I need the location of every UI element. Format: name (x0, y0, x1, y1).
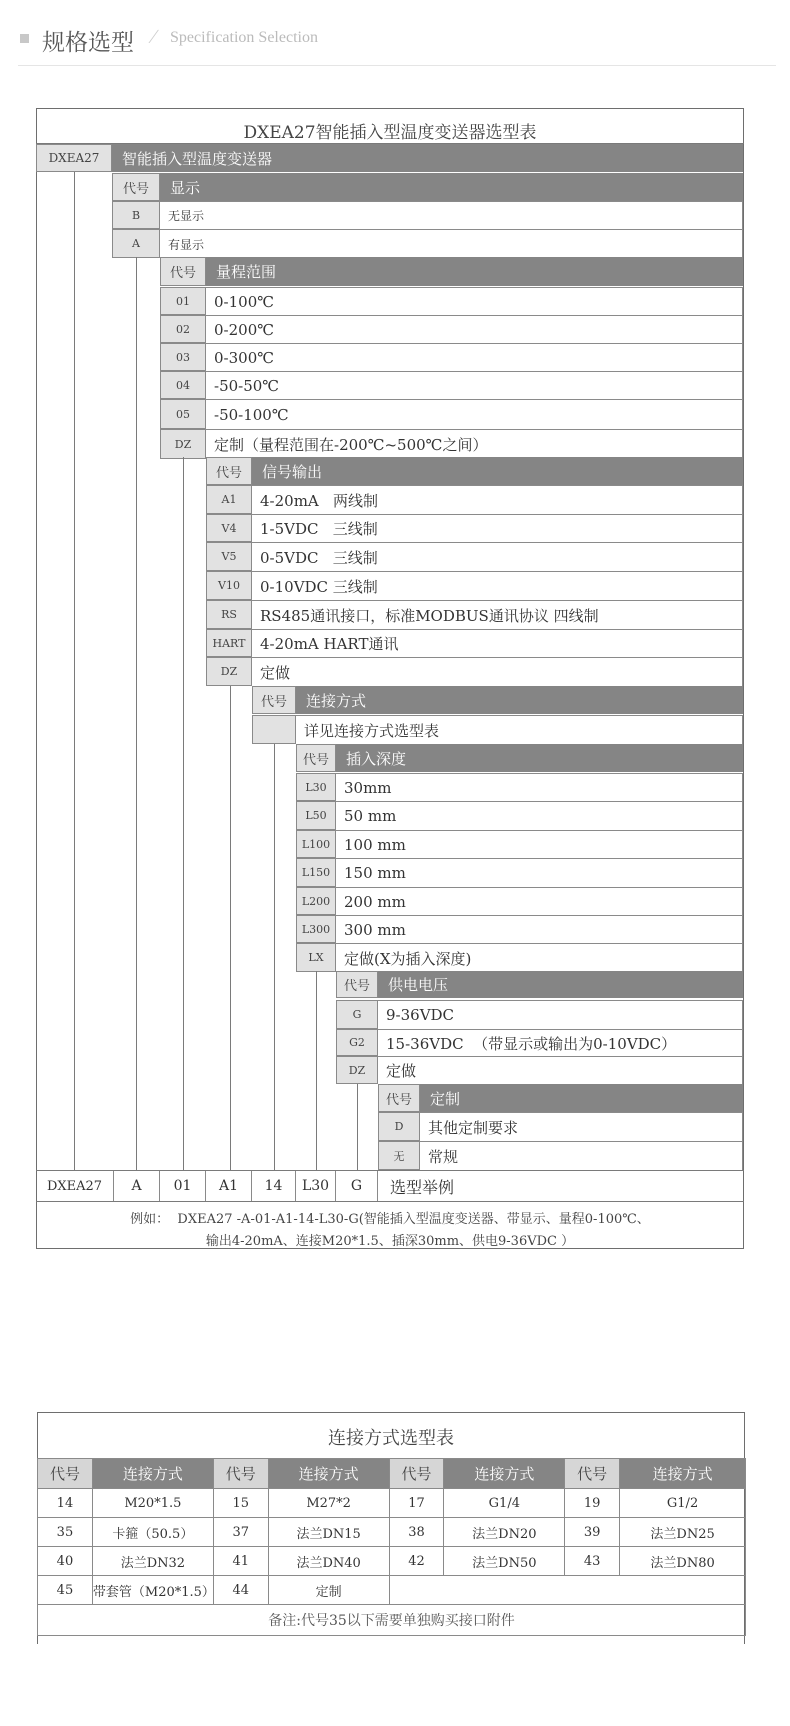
grid-header-0: 代号 (38, 1459, 93, 1489)
custom-code-0: D (378, 1112, 420, 1141)
signal-option-4: RS485通讯接口，标准MODBUS通讯协议 四线制 (252, 600, 743, 629)
grid-cell: 15 (213, 1489, 268, 1518)
range-code-5: DZ (160, 429, 206, 459)
grid-cell: 卡箍（50.5） (92, 1518, 213, 1547)
header-rule (18, 65, 776, 66)
grid-cell: 40 (38, 1547, 93, 1576)
range-option-3: -50-50℃ (206, 371, 743, 399)
signal-option-3: 0-10VDC 三线制 (252, 571, 743, 600)
grid-cell: 45 (38, 1576, 93, 1605)
signal-option-2: 0-5VDC 三线制 (252, 542, 743, 571)
connection-option-0: 详见连接方式选型表 (296, 715, 743, 744)
grid-cell: 39 (565, 1518, 620, 1547)
signal-header-bar: 信号输出 (252, 457, 743, 485)
custom-option-1: 常规 (420, 1141, 743, 1170)
grid-header-4: 代号 (389, 1459, 444, 1489)
grid-cell: M27*2 (268, 1489, 389, 1518)
connection-note: 备注:代号35以下需要单独购买接口附件 (38, 1605, 746, 1636)
grid-cell: 43 (565, 1547, 620, 1576)
model-code-box: DXEA27 (36, 144, 112, 172)
connector-line-5 (316, 971, 317, 1170)
table-row (38, 1518, 746, 1547)
grid-header-7: 连接方式 (620, 1459, 746, 1489)
signal-code-6: DZ (206, 657, 252, 686)
depth-code-6: LX (296, 943, 336, 972)
signal-code-1: V4 (206, 514, 252, 542)
grid-cell: 19 (565, 1489, 620, 1518)
example-code-5: L30 (296, 1171, 336, 1201)
range-code-2: 03 (160, 343, 206, 371)
grid-cell: 42 (389, 1547, 444, 1576)
range-code-3: 04 (160, 371, 206, 399)
example-code-2: 01 (160, 1171, 206, 1201)
grid-cell: G1/2 (620, 1489, 746, 1518)
grid-cell: 37 (213, 1518, 268, 1547)
grid-cell: 法兰DN80 (620, 1547, 746, 1576)
power-code-0: G (336, 1000, 378, 1029)
connection-grid (37, 1458, 746, 1636)
grid-empty-cell (389, 1576, 745, 1605)
display-code-0: B (112, 201, 160, 229)
display-option-1: 有显示 (160, 229, 743, 258)
grid-cell: 法兰DN32 (92, 1547, 213, 1576)
grid-cell: 带套管（M20*1.5） (92, 1576, 213, 1605)
signal-code-0: A1 (206, 485, 252, 514)
grid-cell: 法兰DN50 (444, 1547, 565, 1576)
grid-cell: 41 (213, 1547, 268, 1576)
power-option-2: 定做 (378, 1056, 743, 1084)
table-row (38, 1576, 746, 1605)
grid-header-2: 代号 (213, 1459, 268, 1489)
depth-code-1: L50 (296, 801, 336, 830)
power-header-bar: 供电电压 (378, 971, 743, 998)
range-code-4: 05 (160, 399, 206, 429)
grid-cell: 44 (213, 1576, 268, 1605)
model-name-bar: 智能插入型温度变送器 (112, 144, 743, 172)
signal-code-4: RS (206, 600, 252, 629)
connector-line-1 (136, 257, 137, 1170)
table-row (38, 1547, 746, 1576)
grid-cell: 定制 (268, 1576, 389, 1605)
connection-code-header: 代号 (252, 686, 296, 714)
range-option-5: 定制（量程范围在-200℃~500℃之间） (206, 429, 743, 459)
depth-header-bar: 插入深度 (336, 744, 743, 772)
example-code-3: A1 (206, 1171, 252, 1201)
grid-header-5: 连接方式 (444, 1459, 565, 1489)
display-option-0: 无显示 (160, 201, 743, 229)
depth-code-5: L300 (296, 915, 336, 943)
example-row-bottom-rule (36, 1201, 744, 1202)
connector-line-0 (74, 172, 75, 1170)
selection-table-title: DXEA27智能插入型温度变送器选型表 (243, 123, 537, 143)
depth-option-0: 30mm (336, 773, 743, 801)
depth-option-2: 100 mm (336, 830, 743, 858)
grid-cell: 35 (38, 1518, 93, 1547)
grid-header-3: 连接方式 (268, 1459, 389, 1489)
section-title: 规格选型 (42, 30, 134, 56)
example-label: 选型举例 (390, 1177, 455, 1197)
example-code-4: 14 (252, 1171, 296, 1201)
example-code-1: A (114, 1171, 160, 1201)
grid-cell: 14 (38, 1489, 93, 1518)
grid-header-6: 代号 (565, 1459, 620, 1489)
connector-line-3 (230, 686, 231, 1170)
display-code-header: 代号 (112, 173, 160, 201)
connector-line-6 (357, 1084, 358, 1170)
depth-code-2: L100 (296, 830, 336, 858)
example-line-2: 输出4-20mA、连接M20*1.5、插深30mm、供电9-36VDC ） (205, 1234, 575, 1249)
depth-code-header: 代号 (296, 744, 336, 772)
power-code-header: 代号 (336, 971, 378, 998)
signal-code-header: 代号 (206, 457, 252, 485)
grid-cell: 法兰DN15 (268, 1518, 389, 1547)
custom-code-1: 无 (378, 1141, 420, 1170)
range-code-header: 代号 (160, 257, 206, 286)
depth-option-1: 50 mm (336, 801, 743, 830)
title-divider: ∕ (152, 26, 156, 48)
example-code-6: G (336, 1171, 378, 1201)
section-subtitle: Specification Selection (170, 29, 318, 46)
display-header-bar: 显示 (160, 173, 743, 201)
example-code-0: DXEA27 (36, 1171, 114, 1201)
power-option-1: 15-36VDC （带显示或输出为0-10VDC） (378, 1029, 743, 1056)
range-code-0: 01 (160, 287, 206, 315)
range-option-0: 0-100℃ (206, 287, 743, 315)
signal-code-2: V5 (206, 542, 252, 571)
display-code-1: A (112, 229, 160, 258)
grid-cell: 17 (389, 1489, 444, 1518)
signal-option-1: 1-5VDC 三线制 (252, 514, 743, 542)
custom-option-0: 其他定制要求 (420, 1112, 743, 1141)
power-code-1: G2 (336, 1029, 378, 1056)
grid-header-1: 连接方式 (92, 1459, 213, 1489)
connection-header-bar: 连接方式 (296, 686, 743, 714)
connector-line-2 (183, 457, 184, 1170)
depth-option-5: 300 mm (336, 915, 743, 943)
depth-code-3: L150 (296, 858, 336, 887)
connection-code-0 (252, 715, 296, 744)
custom-header-bar: 定制 (420, 1084, 743, 1112)
range-option-4: -50-100℃ (206, 399, 743, 429)
depth-option-3: 150 mm (336, 858, 743, 887)
signal-option-6: 定做 (252, 657, 743, 686)
example-line-1: 例如： DXEA27 -A-01-A1-14-L30-G(智能插入型温度变送器、带显示、量程0-100℃、 (130, 1212, 650, 1227)
grid-cell: 法兰DN20 (444, 1518, 565, 1547)
power-code-2: DZ (336, 1056, 378, 1084)
grid-cell: M20*1.5 (92, 1489, 213, 1518)
connection-table-title: 连接方式选型表 (328, 1428, 454, 1449)
grid-cell: 法兰DN40 (268, 1547, 389, 1576)
signal-option-5: 4-20mA HART通讯 (252, 629, 743, 657)
depth-option-4: 200 mm (336, 887, 743, 915)
range-option-2: 0-300℃ (206, 343, 743, 371)
table-row (38, 1489, 746, 1518)
range-code-1: 02 (160, 315, 206, 343)
grid-cell: 38 (389, 1518, 444, 1547)
signal-code-5: HART (206, 629, 252, 657)
range-option-1: 0-200℃ (206, 315, 743, 343)
grid-cell: 法兰DN25 (620, 1518, 746, 1547)
signal-option-0: 4-20mA 两线制 (252, 485, 743, 514)
power-option-0: 9-36VDC (378, 1000, 743, 1029)
connector-line-4 (274, 744, 275, 1170)
depth-code-0: L30 (296, 773, 336, 801)
range-header-bar: 量程范围 (206, 257, 743, 286)
depth-code-4: L200 (296, 887, 336, 915)
depth-option-6: 定做(X为插入深度) (336, 943, 743, 972)
signal-code-3: V10 (206, 571, 252, 600)
grid-cell: G1/4 (444, 1489, 565, 1518)
header-square-icon (20, 34, 29, 43)
custom-code-header: 代号 (378, 1084, 420, 1112)
